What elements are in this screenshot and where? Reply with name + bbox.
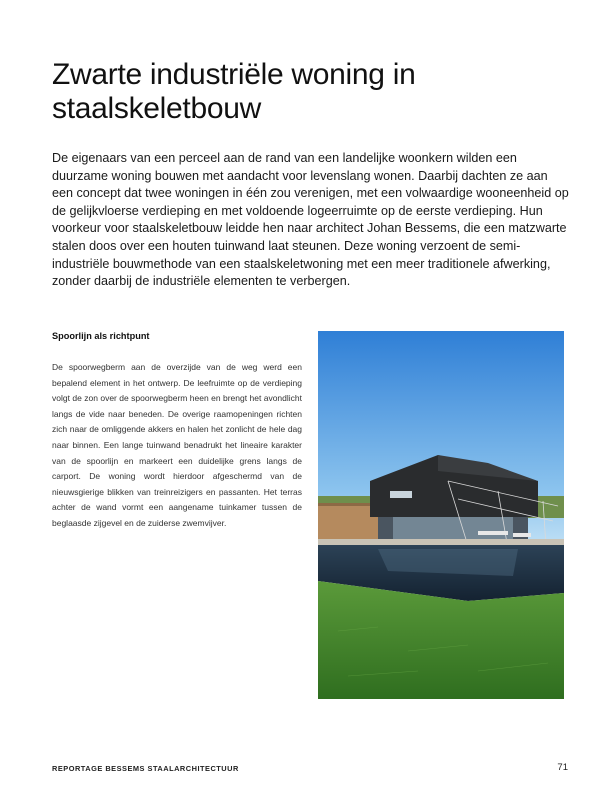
article-body: De spoorwegberm aan de overzijde van de weg werd een bepalend element in het ontwerp. De leefruimte op de verdieping volgt de zon over de spoorwegberm heen en brengt het avondlicht langs de vide naar beneden. De overige raamopeningen richten zich naar de omliggende akkers en halen het zonlicht de hele dag naar binnen. Een lange tuinwand benadrukt het lineaire karakter van de spoorlijn en markeert een duidelijke grens langs de carport. De woning wordt hierdoor afgeschermd van de nieuwsgierige blikken van treinreizigers en passanten. Het terras achter de wand vormt een aangename tuinkamer tussen de beglaasde zijgevel en de zuiderse zwemvijver.: [52, 362, 302, 528]
article-title: Zwarte industriële woning in staalskeletbouw: [52, 58, 416, 125]
page-number: 71: [557, 762, 568, 773]
house-photo: [318, 331, 564, 699]
footer-label: REPORTAGE BESSEMS STAALARCHITECTUUR: [52, 764, 239, 773]
section-heading: Spoorlijn als richtpunt: [52, 331, 150, 341]
house-photo-icon: [318, 331, 564, 699]
article-lead: De eigenaars van een perceel aan de rand van een landelijke woonkern wilden een duurzame woning bouwen met aandacht voor levenslang wonen. Daarbij dachten ze aan een concept dat twee woningen in één zou verenigen, met een volwaardige wooneenheid op de gelijkvloerse verdieping en met voldoende logeerruimte op de eerste verdieping. Hun voorkeur voor staalskeletbouw leidde hen naar architect Johan Bessems, die een matzwarte stalen doos over een houten tuinwand laat steunen. Deze woning verzoent de semi-industriële bouwmethode van een staalskeletwoning met een meer traditionele afwerking, zonder daarbij de industriële elementen te verbergen.: [52, 151, 569, 289]
